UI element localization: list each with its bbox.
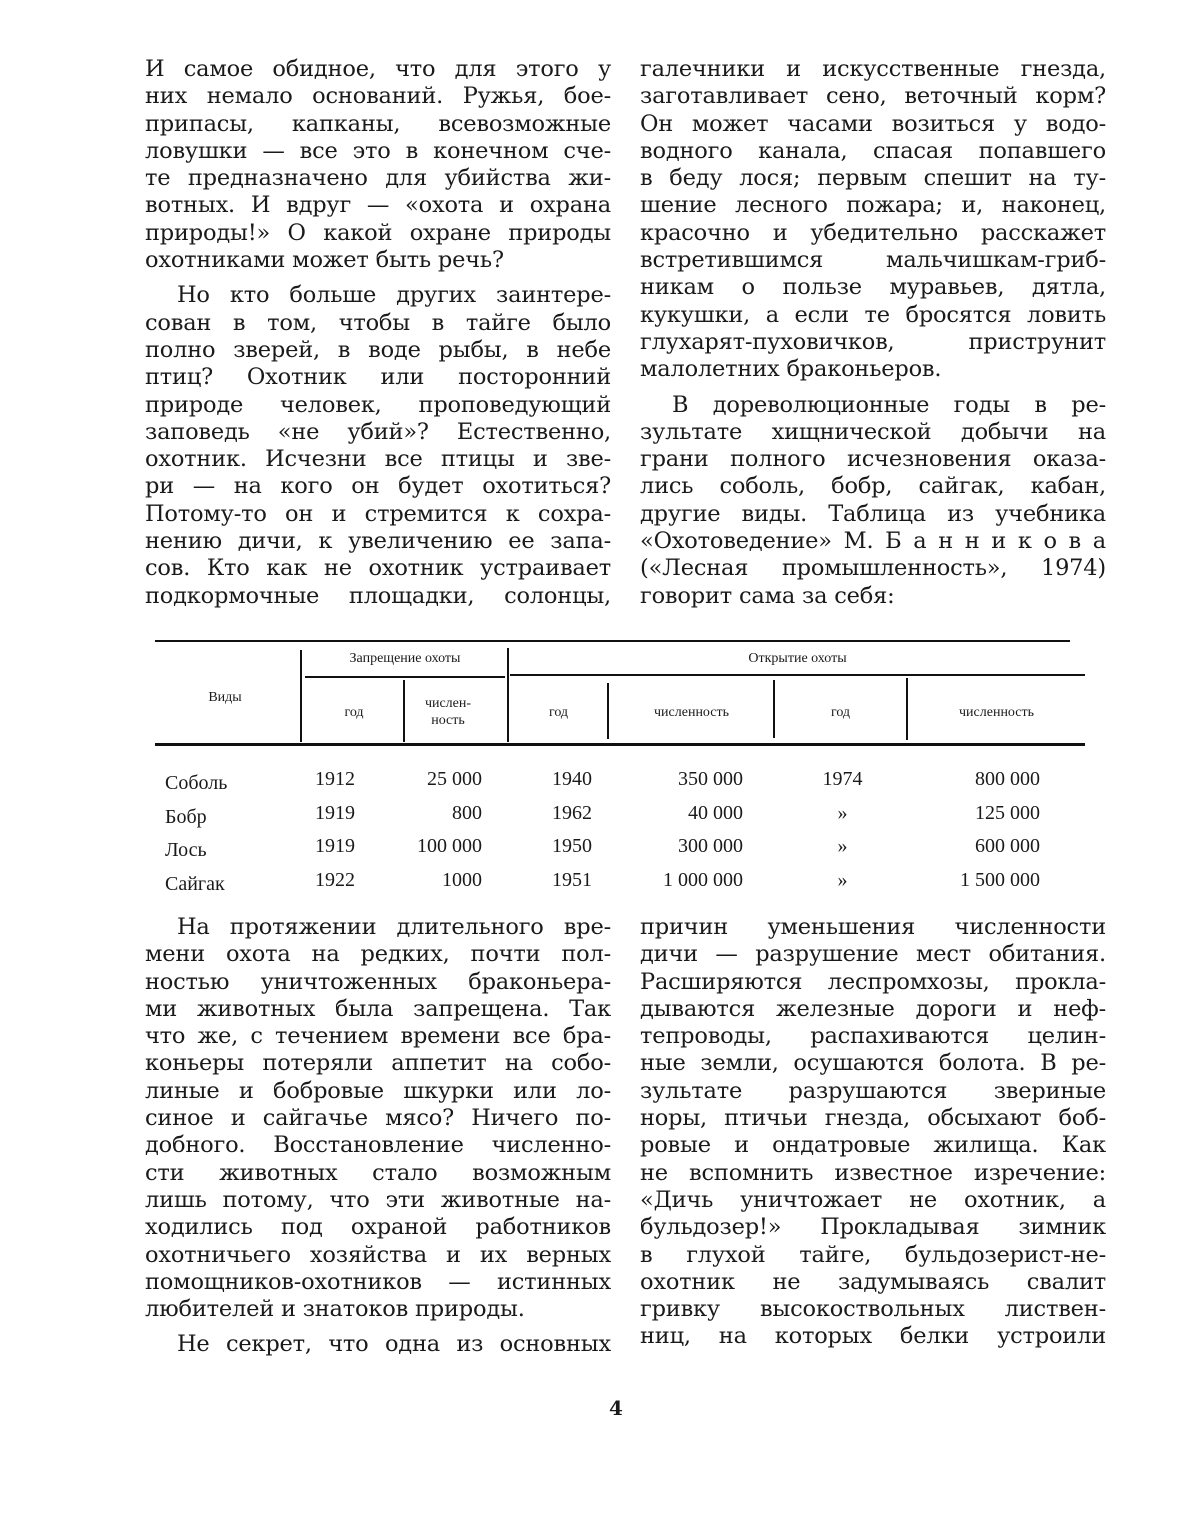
cell-later-count: 600 000	[910, 835, 1040, 858]
text-line: в беду лося; первым спешит на ту-	[640, 165, 1106, 192]
cell-species: Бобр	[165, 806, 285, 829]
text-line: ходились под охраной работников	[145, 1214, 611, 1241]
text-line: норы, птичьи гнезда, обсыхают боб-	[640, 1105, 1106, 1132]
text-line: охотниками может быть речь?	[145, 247, 611, 274]
divider	[507, 648, 509, 742]
text-line: никам о пользе муравьев, дятла,	[640, 274, 1106, 301]
cell-ban-year: 1919	[300, 835, 355, 858]
text-line: охотник не задумываясь свалит	[640, 1269, 1106, 1296]
text-line: любителей и знатоков природы.	[145, 1296, 611, 1323]
text-column-top-left	[145, 56, 611, 610]
text-line: водного канала, спасая попавшего	[640, 138, 1106, 165]
text-line: линые и бобровые шкурки или ло-	[145, 1078, 611, 1105]
text-line: коньеры потеряли аппетит на собо-	[145, 1050, 611, 1077]
text-line: охотник. Исчезни все птицы и зве-	[145, 446, 611, 473]
cell-species: Лось	[165, 839, 285, 862]
text-line: другие виды. Таблица из учебника	[640, 501, 1106, 528]
text-line: Расширяются леспромхозы, прокла-	[640, 969, 1106, 996]
cell-later-year: »	[780, 835, 905, 858]
cell-ban-year: 1919	[300, 802, 355, 825]
divider	[403, 680, 405, 742]
cell-open-count: 40 000	[610, 802, 743, 825]
text-line: природы!» О какой охране природы	[145, 220, 611, 247]
text-line: гривку высокоствольных листвен-	[640, 1296, 1106, 1323]
cell-ban-count: 1000	[405, 869, 482, 892]
text-line: подкормочные площадки, солонцы,	[145, 583, 611, 610]
text-line: вотных. И вдруг — «охота и охрана	[145, 192, 611, 219]
cell-open-count: 350 000	[610, 768, 743, 791]
text-line: Но кто больше других заинтере-	[145, 282, 611, 309]
paragraph-gap	[145, 1323, 611, 1331]
text-line: природе человек, проповедующий	[145, 392, 611, 419]
text-line: те предназначено для убийства жи-	[145, 165, 611, 192]
cell-open-count: 300 000	[610, 835, 743, 858]
cell-species: Сайгак	[165, 873, 285, 896]
text-line: галечники и искусственные гнезда,	[640, 56, 1106, 83]
divider	[510, 674, 1085, 676]
text-line: ные земли, осушаются болота. В ре-	[640, 1050, 1106, 1077]
text-column-bottom-right	[640, 914, 1106, 1351]
text-line: Не секрет, что одна из основных	[145, 1331, 611, 1358]
text-line: кукушки, а если те бросятся ловить	[640, 302, 1106, 329]
text-line: бульдозер!» Прокладывая зимник	[640, 1214, 1106, 1241]
page-number: 4	[609, 1396, 623, 1420]
text-line: ниц, на которых белки устроили	[640, 1323, 1106, 1350]
text-line: причин уменьшения численности	[640, 914, 1106, 941]
paragraph-gap	[145, 274, 611, 282]
subheader-year: год	[775, 705, 906, 721]
text-line: И самое обидное, что для этого у	[145, 56, 611, 83]
text-line: нению дичи, к увеличению ее запа-	[145, 528, 611, 555]
text-column-top-right	[640, 56, 1106, 610]
text-line: дичи — разрушение мест обитания.	[640, 941, 1106, 968]
text-line: сов. Кто как не охотник устраивает	[145, 555, 611, 582]
text-line: грани полного исчезновения оказа-	[640, 446, 1106, 473]
text-line: лишь потому, что эти животные на-	[145, 1187, 611, 1214]
text-line: заготавливает сено, веточный корм?	[640, 83, 1106, 110]
cell-species: Соболь	[165, 772, 285, 795]
text-line: ловушки — все это в конечном сче-	[145, 138, 611, 165]
text-line: На протяжении длительного вре-	[145, 914, 611, 941]
text-line: встретившимся мальчишкам-гриб-	[640, 247, 1106, 274]
cell-later-year: 1974	[780, 768, 905, 791]
cell-open-year: 1951	[510, 869, 592, 892]
text-line: тепроводы, распахиваются целин-	[640, 1023, 1106, 1050]
text-line: Он может часами возиться у водо-	[640, 111, 1106, 138]
text-line: глухарят-пуховичков, приструнит	[640, 329, 1106, 356]
text-line: птиц? Охотник или посторонний	[145, 364, 611, 391]
text-line: зультате хищнической добычи на	[640, 419, 1106, 446]
text-line: («Лесная промышленность», 1974)	[640, 555, 1106, 582]
table-header-rule	[155, 743, 1085, 746]
text-line: ровые и ондатровые жилища. Как	[640, 1132, 1106, 1159]
text-line: не вспомнить известное изречение:	[640, 1160, 1106, 1187]
header-ban: Запрещение охоты	[305, 651, 505, 667]
text-line: лись соболь, бобр, сайгак, кабан,	[640, 473, 1106, 500]
text-line: малолетних браконьеров.	[640, 356, 1106, 383]
divider	[305, 676, 505, 678]
text-line: ностью уничтоженных браконьера-	[145, 969, 611, 996]
text-line: них немало оснований. Ружья, бое-	[145, 83, 611, 110]
text-line: В дореволюционные годы в ре-	[640, 392, 1106, 419]
subheader-year: год	[510, 705, 607, 721]
text-line: говорит сама за себя:	[640, 583, 1106, 610]
text-column-bottom-left	[145, 914, 611, 1359]
text-line: помощников-охотников — истинных	[145, 1269, 611, 1296]
subheader-count: числен-ность	[418, 695, 478, 729]
header-species: Виды	[165, 690, 285, 706]
text-line: ми животных была запрещена. Так	[145, 996, 611, 1023]
cell-ban-year: 1912	[300, 768, 355, 791]
text-line: сован в том, чтобы в тайге было	[145, 310, 611, 337]
cell-later-count: 125 000	[910, 802, 1040, 825]
text-line: сти животных стало возможным	[145, 1160, 611, 1187]
text-line: ри — на кого он будет охотиться?	[145, 473, 611, 500]
subheader-count: численность	[908, 705, 1085, 721]
table-top-rule	[155, 640, 1070, 642]
text-line: что же, с течением времени все бра-	[145, 1023, 611, 1050]
divider	[607, 683, 609, 739]
cell-later-year: »	[780, 869, 905, 892]
subheader-count: численность	[610, 705, 773, 721]
text-line: шение лесного пожара; и, наконец,	[640, 192, 1106, 219]
cell-later-count: 800 000	[910, 768, 1040, 791]
text-line: добного. Восстановление численно-	[145, 1132, 611, 1159]
cell-ban-count: 800	[405, 802, 482, 825]
text-line: «Охотоведение» М. Б а н н и к о в а	[640, 528, 1106, 555]
cell-ban-count: 25 000	[405, 768, 482, 791]
subheader-year: год	[305, 705, 403, 721]
cell-open-year: 1962	[510, 802, 592, 825]
cell-open-year: 1950	[510, 835, 592, 858]
cell-ban-year: 1922	[300, 869, 355, 892]
text-line: полно зверей, в воде рыбы, в небе	[145, 337, 611, 364]
text-line: Потому-то он и стремится к сохра-	[145, 501, 611, 528]
text-line: дываются железные дороги и неф-	[640, 996, 1106, 1023]
cell-later-count: 1 500 000	[910, 869, 1040, 892]
paragraph-gap	[640, 384, 1106, 392]
text-line: заповедь «не убий»? Естественно,	[145, 419, 611, 446]
cell-open-count: 1 000 000	[610, 869, 743, 892]
text-line: красочно и убедительно расскажет	[640, 220, 1106, 247]
text-line: мени охота на редких, почти пол-	[145, 941, 611, 968]
text-line: зультате разрушаются звериные	[640, 1078, 1106, 1105]
cell-ban-count: 100 000	[405, 835, 482, 858]
text-line: в глухой тайге, бульдозерист-не-	[640, 1242, 1106, 1269]
text-line: охотничьего хозяйства и их верных	[145, 1242, 611, 1269]
divider	[300, 650, 302, 742]
text-line: припасы, капканы, всевозможные	[145, 111, 611, 138]
cell-open-year: 1940	[510, 768, 592, 791]
header-open: Открытие охоты	[510, 651, 1085, 667]
cell-later-year: »	[780, 802, 905, 825]
text-line: синое и сайгачье мясо? Ничего по-	[145, 1105, 611, 1132]
text-line: «Дичь уничтожает не охотник, а	[640, 1187, 1106, 1214]
